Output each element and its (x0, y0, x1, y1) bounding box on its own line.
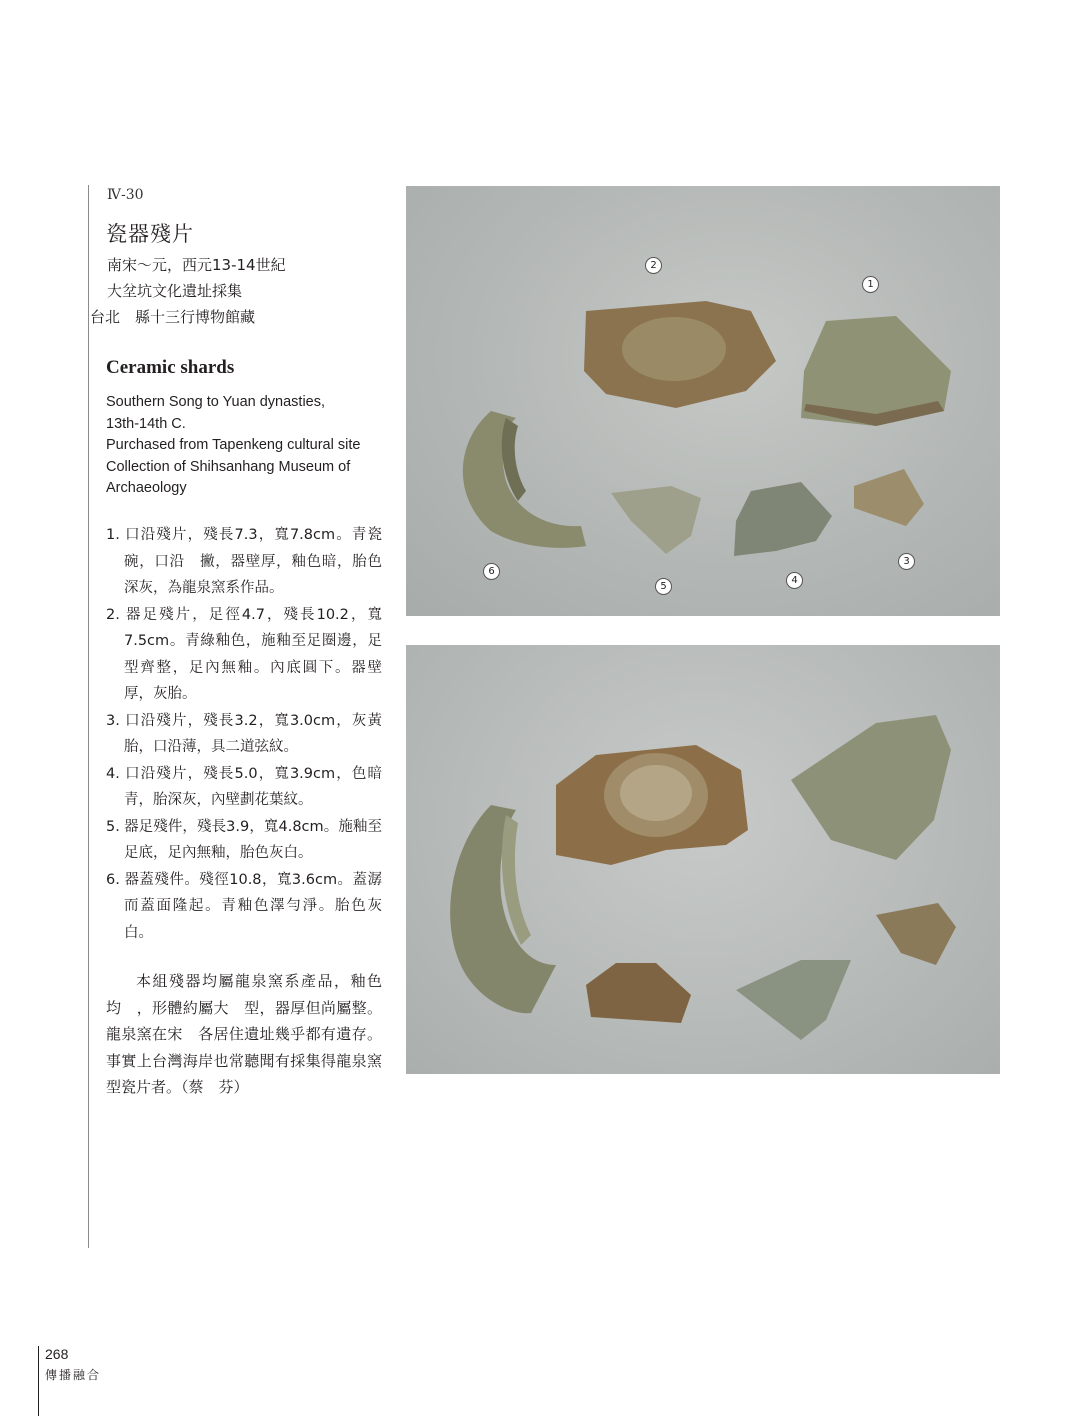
list-item (106, 522, 382, 602)
item-number: 3. (106, 712, 120, 729)
title-english: Ceramic shards (106, 357, 235, 378)
shard-small-brown (586, 963, 691, 1023)
shard-grey (736, 960, 851, 1040)
item-number: 5. (106, 818, 120, 835)
description-paragraph: 本組殘器均屬龍泉窯系產品，釉色均 ，形體約屬大 型，器厚但尚屬整。龍泉窯在宋 各居住遺址幾乎都有遺存。事實上台灣海岸也常聽聞有採集得龍泉窯型瓷片者。（蔡 芬） (106, 972, 382, 1096)
collection-en: Collection of Shihsanhang Museum of Archaeology (106, 458, 351, 496)
marker-6: 6 (483, 563, 500, 580)
shard-6 (463, 411, 586, 548)
item-number: 2. (106, 606, 120, 623)
page-number: 268 (45, 1346, 69, 1362)
catalog-number: Ⅳ-30 (107, 187, 144, 203)
item-number: 6. (106, 871, 120, 888)
marker-5: 5 (655, 578, 672, 595)
shards-illustration-front (406, 186, 1000, 616)
marker-2: 2 (645, 257, 662, 274)
shards-photo-back (406, 645, 1000, 1074)
shard-2-inner (622, 317, 726, 381)
marker-1: 1 (862, 276, 879, 293)
provenance-en: Purchased from Tapenkeng cultural site (106, 437, 361, 453)
collection-zh: 台北 縣十三行博物館藏 (90, 308, 256, 326)
title-chinese: 瓷器殘片 (106, 222, 194, 246)
marker-3: 3 (898, 553, 915, 570)
item-number: 1. (106, 527, 120, 543)
margin-rule (88, 185, 89, 1248)
list-item (106, 602, 382, 708)
shard-labelled (876, 903, 956, 965)
item-text: 口沿殘片，殘長7.3，寬7.8cm。青瓷碗，口沿 撇，器壁厚，釉色暗，胎色深灰，為龍泉窯系作品。 (124, 527, 382, 596)
shard-5 (611, 486, 701, 554)
footer-rule (38, 1346, 39, 1416)
item-list (106, 522, 397, 946)
item-text: 器足殘件，殘長3.9，寬4.8cm。施釉至足底，足內無釉，胎色灰白。 (124, 818, 382, 861)
shard-3 (854, 469, 924, 526)
item-text: 器足殘片，足徑4.7，殘長10.2，寬7.5cm。青綠釉色，施釉至足圈邊，足型齊整，足內無釉。內底圓下。器壁厚，灰胎。 (124, 606, 382, 702)
shard-rim-back (791, 715, 951, 860)
century-en: 13th-14th C. (106, 415, 186, 432)
list-item (106, 708, 382, 761)
list-item (106, 867, 397, 947)
item-text: 口沿殘片，殘長3.2，寬3.0cm，灰黃胎，口沿薄，具二道弦紋。 (124, 712, 382, 755)
shard-foot-center (620, 765, 692, 821)
list-item (106, 814, 382, 867)
marker-4: 4 (786, 572, 803, 589)
shards-illustration-back (406, 645, 1000, 1074)
metadata-english (106, 392, 386, 500)
provenance-zh: 大坌坑文化遺址採集 (107, 282, 243, 300)
list-item (106, 761, 382, 814)
metadata-chinese (90, 252, 286, 330)
shard-4 (734, 482, 832, 556)
shards-photo-front (406, 186, 1000, 616)
book-title: 傳播融合 (45, 1368, 102, 1382)
item-number: 4. (106, 765, 120, 782)
item-text: 器蓋殘件。殘徑10.8，寬3.6cm。蓋潺 而蓋面隆起。青釉色澤勻淨。胎色灰白。 (124, 871, 397, 941)
date-en: Southern Song to Yuan dynasties, (106, 394, 326, 410)
date-zh: 南宋～元，西元13-14世紀 (107, 256, 286, 274)
item-text: 口沿殘片，殘長5.0，寬3.9cm，色暗青，胎深灰，內壁劃花葉紋。 (124, 765, 382, 808)
